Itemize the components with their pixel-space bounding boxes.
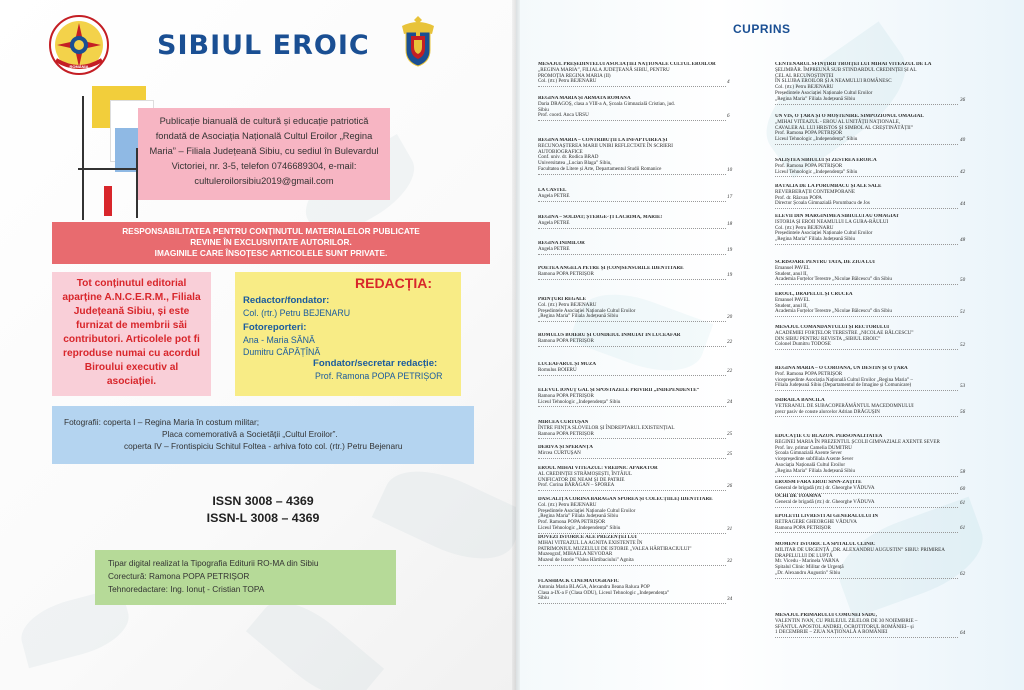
photo-credit-line-2: Placa comemorativă a Societății „Cultul Eroilor”. [162, 429, 338, 439]
toc-page-number: 32 [727, 558, 733, 564]
toc-entry-title: SĂLIȘTEA SIBIULUI ȘI ZESTREA EROICĂ [775, 158, 877, 163]
toc-entry-title: BĂTĂLIA DE LA PORUMBACU ȘI ALE SALE [775, 184, 882, 189]
toc-entry-detail: „Regina Maria” Filiala Județeană Sibiu [775, 95, 856, 102]
toc-entry-detail: Prof. Ramona POPA PETRIȘOR [538, 519, 606, 526]
toc-entry-detail: „Dr. Alexandru Augustin” Sibiu [775, 569, 841, 576]
toc-entry-detail: AL CREDINȚEI STRĂMOȘEȘTI, ÎNTÂIUL [538, 470, 633, 477]
toc-entry-detail: Col. (rtr.) Petru BEJENARU [775, 224, 834, 231]
toc-entry-detail: Angela PETRE [538, 219, 570, 226]
toc-entry-detail: VETERANUL DE SUBACOPERĂMÂNTUL MACEDOMNULUI [775, 402, 914, 409]
toc-entry[interactable] [775, 480, 958, 494]
toc-entry-detail: Ramona POPA PETRIȘOR [538, 430, 594, 437]
toc-entry-detail: Prof. dr. Răzvan POPA [775, 194, 822, 201]
toc-entry-title: ROMULUS BOIERU ȘI CONDEIUL ÎNMUIAT ÎN LUCEAFĂR [538, 333, 681, 338]
toc-entry-detail: RETRAGERE GHEORGHE VĂDUVA [775, 518, 857, 525]
toc-entry-detail: Spitalul Clinic Militar de Urgență [775, 564, 844, 571]
toc-page-number: 31 [727, 525, 733, 532]
toc-entry[interactable] [538, 96, 726, 121]
magazine-title: SIBIUL EROIC [157, 30, 370, 61]
toc-entry-detail: ÎN SLUJBA EROILOR ȘI A NEAMULUI ROMÂNESC [775, 78, 892, 85]
toc-entry-detail: Prof. coord. Anca URSU [538, 112, 589, 119]
toc-entry-detail: „MIHAI VITEAZUL - EROU AL UNITĂȚII NAȚIONALE, [775, 118, 901, 125]
toc-entry-title: EROUL, DRAPELUL ȘI CRUCEA [775, 292, 853, 297]
toc-entry-title: UN VIS, O ȚARĂ ȘI O MOȘTENIRE. SIMPOZIONUL OMAGIAL [775, 114, 924, 119]
toc-entry-title: REGINA – SOLDAT; ȘTERGE-ȚI LACRIMA, MARIE! [538, 215, 663, 220]
toc-entry-detail: Muzeul de Istorie "Valea Hârtibaciului" Agnita [538, 557, 634, 564]
toc-page-number: 22 [727, 367, 733, 374]
toc-entry[interactable] [538, 333, 726, 347]
toc-entry-detail: General de brigadă (rtr.) dr. Gheorghe VĂDUVA [775, 498, 875, 505]
toc-entry-detail: MILITAR DE URGENȚĂ „DR. ALEXANDRU AUGUSTIN” SIBIU: PRIMIREA [775, 546, 945, 553]
coat-of-arms-icon [398, 14, 438, 68]
toc-page-number: 52 [960, 342, 966, 349]
toc-entry-detail: Președintele Asociației Naționale Cultul Eroilor [538, 307, 636, 314]
toc-entry-detail: vicepreședinte subfiliala Axente Sever [775, 456, 854, 463]
toc-page-number: 64 [960, 630, 966, 637]
toc-entry-detail: Ramona POPA PETRIȘOR [538, 337, 594, 344]
decor-red-block [104, 186, 112, 216]
editorial-notice-text: Tot conținutul editorial aparține A.N.C.E.R.M., Filiala Județeană Sibiu, și este furnizat de membrii săi contributori. Articolele pot fi reproduse numai cu acordul Biroului executiv al asociației. [62, 278, 201, 387]
toc-entry-title: REGINA INIMILOR [538, 241, 585, 246]
editorial-notice-box [52, 272, 211, 396]
toc-page-number: 24 [727, 399, 733, 406]
photographers-label: Fotoreporteri: [243, 322, 307, 333]
toc-page-number: 17 [727, 193, 733, 200]
toc-page-number: 10 [727, 166, 733, 173]
toc-page-number: 61 [960, 499, 966, 506]
toc-entry[interactable] [775, 292, 958, 317]
toc-entry-detail: PROMOȚIA REGINA MARIA (II) [538, 72, 611, 79]
toc-entry[interactable] [538, 445, 726, 459]
toc-page-number: 44 [960, 201, 966, 208]
toc-entry-detail: DIN SIBIU PENTRU REVISTA „SIBIUL EROIC” [775, 335, 881, 342]
toc-entry-detail: Antonia Maria BLAGA, Alexandra Ileana Raluca POP [538, 583, 650, 590]
toc-entry-title: MIRCEA CURTUȘAN [538, 420, 589, 425]
editor-label: Redactor/fondator: [243, 295, 330, 306]
toc-page-number: 62 [960, 570, 966, 577]
toc-entry-detail: Prof. Corina BĂRĂGAN – SPOREA [538, 482, 615, 489]
book-spine [512, 0, 520, 690]
toc-entry-detail: Prof. înv. primar Camelia DUMITRU [775, 444, 852, 451]
toc-entry-detail: vicepreședinte Asociația Națională Cultul Eroilor „Regina Maria” – [775, 376, 913, 383]
toc-entry-title: EROISM FĂRĂ EROI! SINN-ZĂȚITE [775, 480, 862, 485]
toc-entry-detail: CEL AL RECUNOȘTINȚEI [775, 72, 834, 79]
publication-info-box [138, 108, 390, 200]
toc-entry-detail: Student, anul II, [775, 270, 808, 277]
toc-entry-detail: Sibiu [538, 595, 549, 602]
toc-entry-title: LUCEAFĂRUL ȘI MUZA [538, 362, 597, 367]
toc-entry[interactable] [775, 325, 958, 350]
toc-entry-title: DĂSCĂLIȚA CORINA BĂRĂGAN SPOREA ȘI COLECȚIILE) IDENTITARE [538, 497, 713, 502]
toc-entry-detail: Col. (rtr.) Petru BEJENARU [538, 78, 597, 85]
toc-entry[interactable] [538, 188, 726, 202]
toc-entry-detail: „Regina Maria” Filiala Județeană Sibiu [538, 313, 619, 320]
toc-entry[interactable] [775, 613, 958, 638]
toc-page-number: 60 [960, 485, 966, 492]
toc-entry-detail: Liceul Tehnologic „Independența” Sibiu [538, 524, 621, 531]
printing-line-1: Tipar digital realizat la Tipografia Editurii RO-MA din Sibiu [108, 558, 319, 568]
publication-info-text: Publicație bianuală de cultură și educație patriotică fondată de Asociația Națională Cultul Eroilor „Regina Maria” – Filiala Județeană Sibiu, cu sediul în Bulevardul Victoriei, nr. 3-5, telefon 0746689304, e-mail: cultuleroilorsibiu2019@gmail.com [149, 116, 379, 186]
toc-entry-title: REGINA MARIA – CONTRIBUȚII LA ÎNFĂPTUIREA ȘI [538, 138, 668, 143]
decor-vline [82, 96, 84, 220]
toc-entry-detail: Școala Gimnazială Axente Sever [775, 450, 842, 457]
secretary-name: Prof. Ramona POPA PETRIȘOR [315, 371, 443, 381]
toc-entry[interactable] [775, 158, 958, 177]
toc-page-number: 48 [960, 237, 966, 243]
toc-page-number: 20 [727, 314, 733, 321]
toc-entry-detail: Filiala Județeană Sibiu (Departamentul de Imagine și Comunicare) [775, 382, 912, 389]
photographer-2: Dumitru CĂPĂȚÎNĂ [243, 347, 321, 357]
toc-entry-detail: RECUNOAȘTEREA MARII UNIRI REFLECTATE ÎN SCRIERI [538, 142, 674, 149]
toc-entry-title: MESAJUL PREȘEDINTELUI ASOCIAȚIEI NAȚIONALE CULTUL EROILOR [538, 62, 716, 67]
photo-credits-box [52, 406, 474, 464]
toc-entry-detail: Col. (rtr.) Petru BEJENARU [775, 84, 834, 91]
toc-entry-detail: Prof. Ramona POPA PETRIȘOR [775, 130, 843, 137]
toc-entry-detail: Romulus BOIERU [538, 366, 577, 373]
toc-entry-title: REGINA MARIA ȘI ARMATA ROMÂNĂ [538, 96, 631, 101]
toc-entry[interactable] [538, 62, 726, 87]
toc-entry[interactable] [538, 215, 726, 229]
toc-entry-detail: 1 DECEMBRIE – ZIUA NAȚIONALĂ A ROMÂNIEI [775, 629, 888, 636]
toc-entry-detail: Facultatea de Litere și Arte, Departamentul Studii Romanice [538, 165, 662, 172]
toc-page-number: 36 [960, 96, 966, 103]
toc-entry-detail: Academia Forțelor Terestre „Nicolae Bălcescu” din Sibiu [775, 276, 892, 283]
toc-entry[interactable] [775, 542, 958, 579]
toc-entry-title: OCHI DE TOAMNĂ [775, 494, 822, 499]
toc-entry[interactable] [538, 297, 726, 322]
toc-entry-detail: SFÂNTUL APOSTOL ANDREI, OCROTITORUL ROMÂNIEI– și [775, 623, 914, 630]
toc-page-number: 40 [960, 137, 966, 143]
toc-entry-detail: Col. (rtr.) Petru BEJENARU [538, 301, 597, 308]
toc-entry[interactable] [775, 514, 958, 533]
redactia-title: REDACȚIA: [355, 275, 432, 291]
toc-page-number: 34 [727, 596, 733, 603]
toc-entry-title: SCRISOARE PENTRU TATA, DE ZIUA LUI [775, 260, 875, 265]
toc-page-number: 42 [960, 169, 966, 176]
toc-entry-detail: Clasa a-IX-a F (Clasa ODU), Liceul Tehnologic „Independența” [538, 589, 670, 596]
responsibility-box [52, 222, 490, 264]
toc-page-number: 4 [727, 79, 730, 86]
toc-entry-detail: Ramona POPA PETRIȘOR [775, 524, 831, 531]
toc-entry-detail: DRAPELULUI DE LUPTĂ [775, 552, 833, 559]
toc-entry[interactable] [538, 420, 726, 439]
toc-entry-title: POETEA ANGELA PETRE ȘI (CON)SENSURILE IDENTITARE [538, 266, 684, 271]
toc-entry-title: FLASHBACK CINEMATOGRAFIC [538, 579, 620, 584]
toc-entry[interactable] [538, 362, 726, 376]
toc-entry-detail: PATRIMONIUL MUZEULUI DE ISTORIE „VALEA HÂRTIBACIULUI” [538, 545, 692, 552]
toc-entry-detail: General de brigadă (rtr.) dr. Gheorghe VĂDUVA [775, 484, 875, 491]
toc-entry-detail: ÎNTRE FIINȚA SLOVELOR ȘI ÎNDREPTARUL EXISTENȚIAL [538, 424, 675, 431]
responsibility-line-1: RESPONSABILITATEA PENTRU CONȚINUTUL MATERIALELOR PUBLICATE [122, 226, 420, 236]
toc-entry-detail: REGINEI MARIA ÎN PREZENTUL ȘCOLII GIMNAZIALE AXENTE SEVER [775, 438, 940, 445]
toc-page-number: 50 [960, 277, 966, 284]
printing-box [95, 550, 396, 605]
toc-entry-detail: „REGINA MARIA”, FILIALA JUDEȚEANĂ SIBIU, PENTRU [538, 66, 670, 73]
toc-page-number: 56 [960, 409, 966, 416]
toc-entry[interactable] [775, 114, 958, 145]
toc-entry-detail: „Regina Maria” Filiala Județeană Sibiu [538, 513, 619, 520]
toc-entry[interactable] [538, 579, 726, 604]
toc-entry[interactable] [538, 266, 726, 280]
toc-entry-title: MESAJUL COMANDANTULUI ȘI RECTORULUI [775, 325, 890, 330]
toc-page-number: 22 [727, 338, 733, 345]
toc-entry-detail: Prof. Ramona POPA PETRIȘOR [775, 162, 843, 169]
toc-entry-detail: ȘELIMBĂR. ÎMPREUNĂ SUB STINDARDUL CREDINȚEI ȘI AL [775, 66, 917, 73]
toc-entry-title: EDUCAȚIE CU BLAZON. PERSONALITATEA [775, 434, 883, 439]
toc-entry-title: CENTENARUL SFINȚIRII TROIȚEI LUI MIHAI VITEAZUL DE LA [775, 62, 932, 67]
redactia-box [235, 272, 461, 396]
toc-entry-detail: CAVALER AL LUI HRISTOS ȘI SIMBOL AL CREȘTINĂTĂȚII” [775, 124, 913, 131]
toc-entry-title: DOVEZI ISTORICE ALE PREZENȚEI LUI [538, 535, 637, 540]
issn: ISSN 3008 – 4369 [212, 494, 314, 508]
toc-entry-detail: Academia Forțelor Terestre „Nicolae Bălcescu” din Sibiu [775, 308, 892, 315]
toc-entry[interactable] [538, 241, 726, 255]
toc-entry-title: EROUL MIHAI VITEAZUL: VREDNIC APĂRĂTOR [538, 466, 658, 471]
toc-entry-detail: Daria DRAGOȘ, clasa a VIII-a A, Școala Gimnazială Cristian, jud. [538, 100, 675, 107]
logo-text: ROMÂNIA [69, 64, 89, 69]
toc-entry[interactable] [775, 62, 958, 105]
issn-l: ISSN-L 3008 – 4369 [206, 511, 320, 525]
toc-entry-title: ISDRAILĂ BĂNCILĂ [775, 398, 825, 403]
toc-entry[interactable] [775, 434, 958, 477]
toc-entry[interactable] [775, 260, 958, 285]
toc-entry[interactable] [775, 494, 958, 508]
toc-entry-detail: Președintele Asociației Naționale Cultul Eroilor [538, 507, 636, 514]
toc-entry-detail: Președintele Asociației Naționale Cultul Eroilor [775, 89, 873, 96]
toc-entry-title: PRINȚURI REGALE [538, 297, 586, 302]
toc-entry-detail: Angela PETRE [538, 192, 570, 199]
responsibility-line-3: IMAGINILE CARE ÎNSOȚESC ARTICOLELE SUNT PRIVATE. [154, 248, 388, 258]
toc-entry-title: LA CASTEL [538, 188, 567, 193]
photographer-1: Ana - Maria SĂNĂ [243, 335, 315, 345]
toc-entry[interactable] [538, 138, 726, 175]
toc-page-number: 26 [727, 483, 733, 490]
toc-title: CUPRINS [733, 22, 791, 36]
toc-entry-detail: „Regina Maria” Filiala Județeană Sibiu [775, 236, 856, 243]
toc-entry-detail: Ramona POPA PETRIȘOR [538, 392, 594, 399]
toc-page-number: 18 [727, 220, 733, 227]
toc-entry-detail: Liceul Tehnologic „Independența” Sibiu [775, 136, 858, 143]
toc-page-number: 19 [727, 246, 733, 253]
toc-entry-detail: Prof. Ramona POPA PETRIȘOR [775, 370, 843, 377]
toc-page-number: 51 [960, 309, 966, 316]
toc-entry-title: ELEVII DIN MĂRGINIMEA SIBIULUI AU OMAGIAT [775, 214, 900, 219]
toc-entry-detail: Universitatea „Lucian Blaga” Sibiu, [538, 160, 612, 167]
toc-page-number: 58 [960, 468, 966, 475]
toc-entry[interactable] [775, 366, 958, 391]
toc-entry[interactable] [538, 466, 726, 491]
toc-entry-title: DERIVĂ ȘI SPERANȚĂ [538, 445, 593, 450]
photo-credit-line-1: Fotografii: coperta I – Regina Maria în costum militar; [64, 417, 260, 427]
toc-entry-detail: UNIFICATOR DE NEAM ȘI DE PATRIE [538, 476, 625, 483]
toc-entry-detail: Sibiu [538, 106, 549, 113]
toc-entry[interactable] [538, 388, 726, 407]
toc-entry-detail: Liceul Tehnologic „Independența” Sibiu [775, 168, 858, 175]
toc-entry-detail: Conf. univ. dr. Rodica BRAD [538, 154, 599, 161]
toc-entry-title: ELEVUL IONUȚ GAL ȘI SPOSTAZELE PRIVIRII „INDEPENDENTE” [538, 388, 700, 393]
secretary-label: Fondator/secretar redacție: [313, 358, 438, 369]
toc-entry[interactable] [538, 497, 726, 534]
toc-entry-title: MOMENT ISTORIC LA SPITALUL CLINIC [775, 542, 876, 547]
toc-entry-detail: Mr. Vicedu - Marinela VARNA [775, 558, 840, 565]
toc-entry-detail: Asociația Națională Cultul Eroilor [775, 461, 846, 468]
toc-entry-title: MESAJUL PRIMARULUI COMUNEI SADU, [775, 613, 877, 618]
toc-entry-title: REGINA MARIA – O COROANĂ, UN DESTIN ȘI O ȚARĂ [775, 366, 908, 371]
toc-entry-detail: ISTORIA ȘI EROII NEAMULUI LA GURA-RÂULUI [775, 218, 889, 225]
association-logo [48, 14, 110, 76]
toc-page-number: 19 [727, 271, 733, 278]
toc-page-number: 53 [960, 383, 966, 390]
toc-entry-detail: MIHAI VITEAZUL LA AGNITA EXISTENTE ÎN [538, 539, 643, 546]
toc-entry[interactable] [775, 184, 958, 209]
toc-page-number: 25 [727, 431, 733, 438]
toc-entry-detail: prezr pasiv de conste alorcelor Adrian DRĂGUȘIN [775, 408, 880, 415]
editor-name: Col. (rtr.) Petru BEJENARU [243, 308, 351, 318]
toc-entry-detail: Emanuel PAVEL [775, 264, 810, 271]
toc-entry-detail: Col. (rtr.) Petru BEJENARU [538, 501, 597, 508]
toc-entry[interactable] [775, 398, 958, 417]
toc-entry-detail: Mircea CURTUȘAN [538, 449, 581, 456]
toc-entry-detail: Director Școala Gimnazială Porumbacu de Jos [775, 200, 870, 207]
toc-entry-detail: Președintele Asociației Naționale Cultul Eroilor [775, 230, 873, 237]
printing-line-2: Corectură: Ramona POPA PETRIȘOR [108, 571, 250, 581]
toc-entry-detail: Liceul Tehnologic „Independența” Sibiu [538, 398, 621, 405]
toc-entry-title: EPOLETII LIVRESTI AI GENERALULUI ÎN [775, 514, 879, 519]
toc-entry-detail: ACADEMIEI FORȚELOR TERESTRE „NICOLAE BĂLCESCU” [775, 329, 914, 336]
toc-entry-detail: Student, anul II, [775, 302, 808, 309]
toc-entry-detail: AUTOBIOGRAFICE [538, 148, 583, 155]
toc-entry-detail: Angela PETRE [538, 245, 570, 252]
toc-entry-detail: VALENTIN IVAN, CU PRILEJUL ZILELOR DE 30 NOIEMBRIE – [775, 617, 918, 624]
photo-credit-line-3: coperta IV – Frontispiciu Schitul Foltea - arhiva foto col. (rtr.) Petru Bejenaru [124, 441, 403, 451]
printing-line-3: Tehnoredactare: Ing. Ionuț - Cristian TOPA [108, 584, 265, 594]
toc-page-number: 61 [960, 525, 966, 532]
toc-page-number: 25 [727, 450, 733, 457]
toc-entry-detail: Colonel Dumitru TODOSE [775, 341, 831, 348]
toc-entry-detail: Emanuel PAVEL [775, 296, 810, 303]
toc-entry[interactable] [538, 535, 726, 566]
toc-entry-detail: Ramona POPA PETRIȘOR [538, 270, 594, 277]
toc-entry[interactable] [775, 214, 958, 245]
responsibility-line-2: REVINE ÎN EXCLUSIVITATE AUTORILOR. [190, 237, 352, 247]
toc-page-number: 6 [727, 113, 730, 120]
toc-entry-detail: „Regina Maria” Filiala Județeană Sibiu [775, 467, 856, 474]
toc-entry-detail: REVERBERAȚII CONTEMPORANE [775, 188, 855, 195]
toc-entry-detail: Muzeograf, MIHAELA NEVODAR [538, 551, 613, 558]
